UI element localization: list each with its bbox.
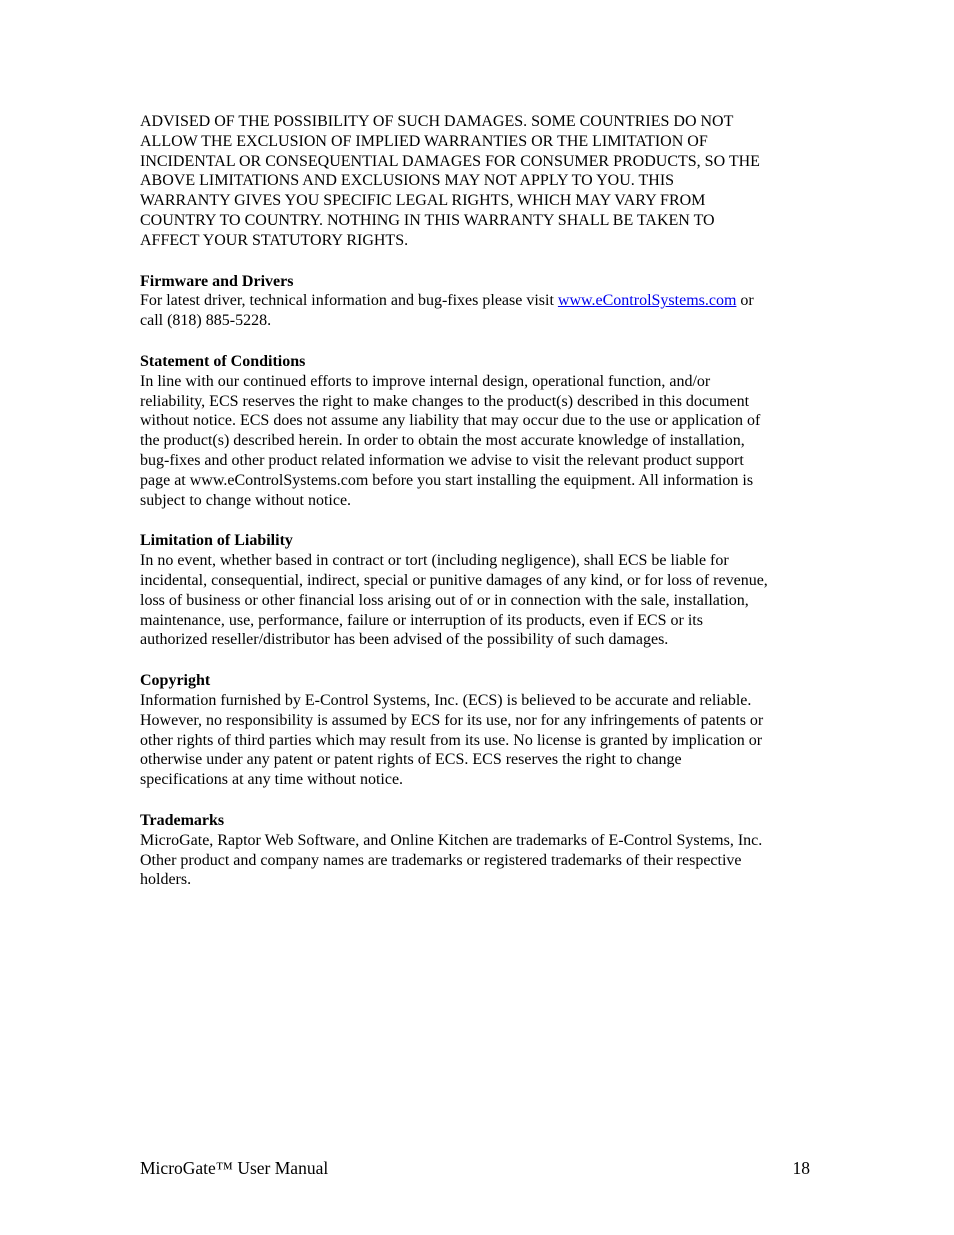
conditions-heading: Statement of Conditions [140, 352, 306, 370]
text-line: holders. [140, 871, 192, 889]
text-line [140, 291, 816, 311]
text-line: other rights of third parties which may result from its use. No license is granted by implication or [140, 731, 763, 749]
text-line: the product(s) described herein. In order to obtain the most accurate knowledge of installation, [140, 432, 745, 450]
trademarks-heading: Trademarks [140, 811, 225, 829]
copyright-paragraph [140, 691, 816, 790]
text-line: reliability, ECS reserves the right to make changes to the product(s) described in this document [140, 392, 750, 410]
liability-section [140, 531, 816, 650]
text-line: page at www.eControlSystems.com before you start installing the equipment. All information is [140, 471, 754, 489]
document-body [140, 112, 816, 890]
trademarks-section [140, 811, 816, 890]
copyright-section [140, 671, 816, 790]
conditions-section [140, 352, 816, 510]
footer-manual-title: MicroGate™ User Manual [140, 1158, 329, 1178]
warranty-continuation-paragraph [140, 112, 816, 251]
text-line: MicroGate, Raptor Web Software, and Online Kitchen are trademarks of E-Control Systems, Inc. [140, 831, 763, 849]
text-line: In line with our continued efforts to improve internal design, operational function, and/or [140, 372, 711, 390]
text-line: INCIDENTAL OR CONSEQUENTIAL DAMAGES FOR CONSUMER PRODUCTS, SO THE [140, 152, 760, 170]
liability-heading: Limitation of Liability [140, 532, 293, 550]
text-line: subject to change without notice. [140, 491, 352, 509]
text-line: In no event, whether based in contract or tort (including negligence), shall ECS be liable for [140, 552, 729, 570]
trademarks-paragraph [140, 831, 816, 890]
text-line: authorized reseller/distributor has been advised of the possibility of such damages. [140, 631, 669, 649]
text-line: WARRANTY GIVES YOU SPECIFIC LEGAL RIGHTS, WHICH MAY VARY FROM [140, 192, 706, 210]
text-line: Other product and company names are trademarks or registered trademarks of their respective [140, 851, 742, 869]
text-line: specifications at any time without notice. [140, 771, 404, 789]
text-line: Information furnished by E-Control Systems, Inc. (ECS) is believed to be accurate and reliable. [140, 691, 752, 709]
firmware-text-before-link: For latest driver, technical information and bug-fixes please visit [140, 292, 558, 310]
text-line: ALLOW THE EXCLUSION OF IMPLIED WARRANTIES OR THE LIMITATION OF [140, 132, 708, 150]
firmware-heading: Firmware and Drivers [140, 272, 294, 290]
econtrolsystems-link[interactable]: www.eControlSystems.com [557, 292, 737, 310]
copyright-heading: Copyright [140, 672, 211, 690]
text-line: COUNTRY TO COUNTRY. NOTHING IN THIS WARRANTY SHALL BE TAKEN TO [140, 211, 715, 229]
firmware-paragraph [140, 291, 816, 331]
text-line: incidental, consequential, indirect, special or punitive damages of any kind, or for loss of revenue, [140, 571, 768, 589]
text-line: AFFECT YOUR STATUTORY RIGHTS. [140, 231, 409, 249]
conditions-paragraph [140, 372, 816, 511]
text-line: ABOVE LIMITATIONS AND EXCLUSIONS MAY NOT APPLY TO YOU. THIS [140, 172, 675, 190]
text-line: call (818) 885-5228. [140, 312, 272, 330]
firmware-text-after-link: or [736, 292, 754, 310]
text-line: bug-fixes and other product related information we advise to visit the relevant product support [140, 451, 744, 469]
text-line: However, no responsibility is assumed by ECS for its use, nor for any infringements of patents or [140, 711, 764, 729]
text-line: loss of business or other financial loss arising out of or in connection with the sale, installation, [140, 591, 749, 609]
text-line: otherwise under any patent or patent rights of ECS. ECS reserves the right to change [140, 751, 682, 769]
text-line: ADVISED OF THE POSSIBILITY OF SUCH DAMAGES. SOME COUNTRIES DO NOT [140, 113, 734, 130]
liability-paragraph [140, 551, 816, 650]
firmware-section [140, 272, 816, 331]
text-line: maintenance, use, performance, failure or interruption of its products, even if ECS or its [140, 611, 703, 629]
footer-page-number: 18 [792, 1158, 810, 1178]
text-line: without notice. ECS does not assume any liability that may occur due to the use or application of [140, 412, 761, 430]
